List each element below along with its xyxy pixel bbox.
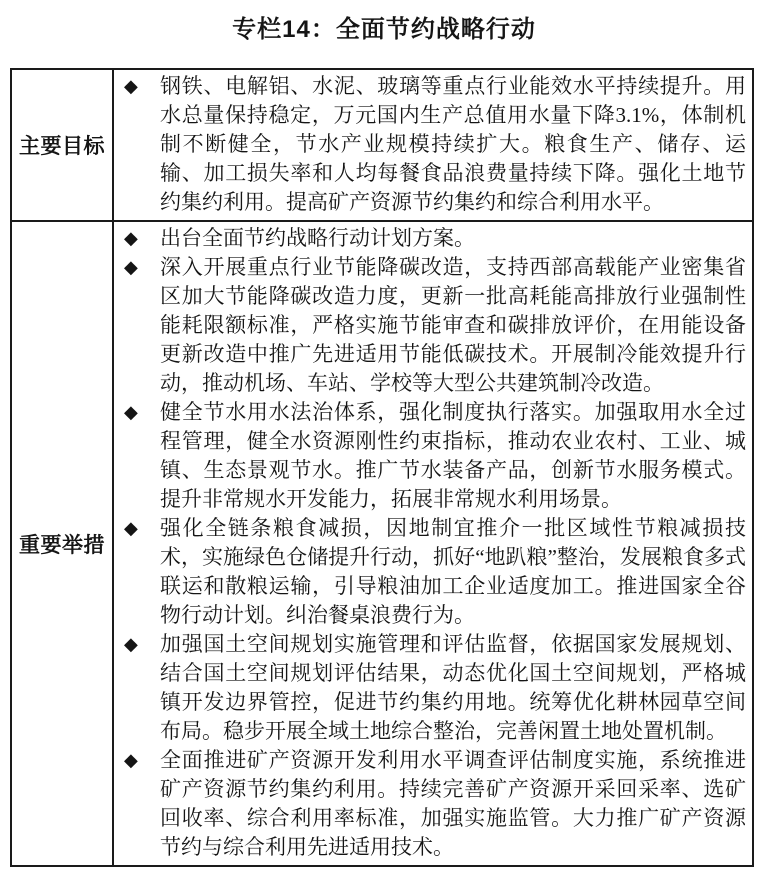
bullet-text: 加强国土空间规划实施管理和评估监督，依据国家发展规划、结合国土空间规划评估结果，动态优化国土空间规划，严格城镇开发边界管控，促进节约集约用地。统筹优化耕林园草空间布局。稳步开展全域土地综合整治，完善闲置土地处置机制。 [160,632,746,743]
diamond-bullet-icon: ◆ [124,634,138,655]
row-label-key-measures: 重要举措 [11,221,113,866]
bullet-item [114,746,746,862]
bullet-text: 全面推进矿产资源开发利用水平调查评估制度实施，系统推进矿产资源节约集约利用。持续完善矿产资源开采回采率、选矿回收率、综合利用率标准，加强实施监管。大力推广矿产资源节约与综合利用先进适用技术。 [160,748,746,859]
bullet-list [114,72,746,217]
bullet-list [114,224,746,862]
diamond-bullet-icon: ◆ [124,750,138,771]
page-title: 专栏14：全面节约战略行动 [232,16,536,43]
diamond-bullet-icon: ◆ [124,518,138,539]
table-body [11,69,753,866]
row-content-key-measures [113,221,753,866]
bullet-text: 深入开展重点行业节能降碳改造，支持西部高载能产业密集省区加大节能降碳改造力度，更新一批高耗能高排放行业强制性能耗限额标准，严格实施节能审查和碳排放评价，在用能设备更新改造中推广先进适用节能低碳技术。开展制冷能效提升行动，推动机场、车站、学校等大型公共建筑制冷改造。 [160,255,746,395]
row-content-main-objectives [113,69,753,221]
bullet-text: 钢铁、电解铝、水泥、玻璃等重点行业能效水平持续提升。用水总量保持稳定，万元国内生产总值用水量下降3.1%，体制机制不断健全，节水产业规模持续扩大。粮食生产、储存、运输、加工损失率和人均每餐食品浪费量持续下降。强化土地节约集约利用。提高矿产资源节约集约和综合利用水平。 [160,74,746,214]
diamond-bullet-icon: ◆ [124,228,138,249]
diamond-bullet-icon: ◆ [124,402,138,423]
table-row-main-objectives [11,69,753,221]
bullet-item [114,514,746,630]
bullet-text: 健全节水用水法治体系，强化制度执行落实。加强取用水全过程管理，健全水资源刚性约束指标，推动农业农村、工业、城镇、生态景观节水。推广节水装备产品，创新节水服务模式。提升非常规水开发能力，拓展非常规水利用场景。 [160,400,746,511]
row-label-main-objectives: 主要目标 [11,69,113,221]
bullet-text: 强化全链条粮食减损，因地制宜推介一批区域性节粮减损技术，实施绿色仓储提升行动，抓好“地趴粮”整治，发展粮食多式联运和散粮运输，引导粮油加工企业适度加工。推进国家全谷物行动计划。纠治餐桌浪费行为。 [160,516,746,627]
bullet-item [114,630,746,746]
diamond-bullet-icon: ◆ [124,257,138,278]
table-row-key-measures [11,221,753,866]
bullet-text: 出台全面节约战略行动计划方案。 [160,226,475,250]
bullet-item [114,253,746,398]
bullet-item [114,72,746,217]
bullet-item [114,398,746,514]
bullet-item [114,224,746,253]
conservation-strategy-table [10,68,754,867]
diamond-bullet-icon: ◆ [124,76,138,97]
